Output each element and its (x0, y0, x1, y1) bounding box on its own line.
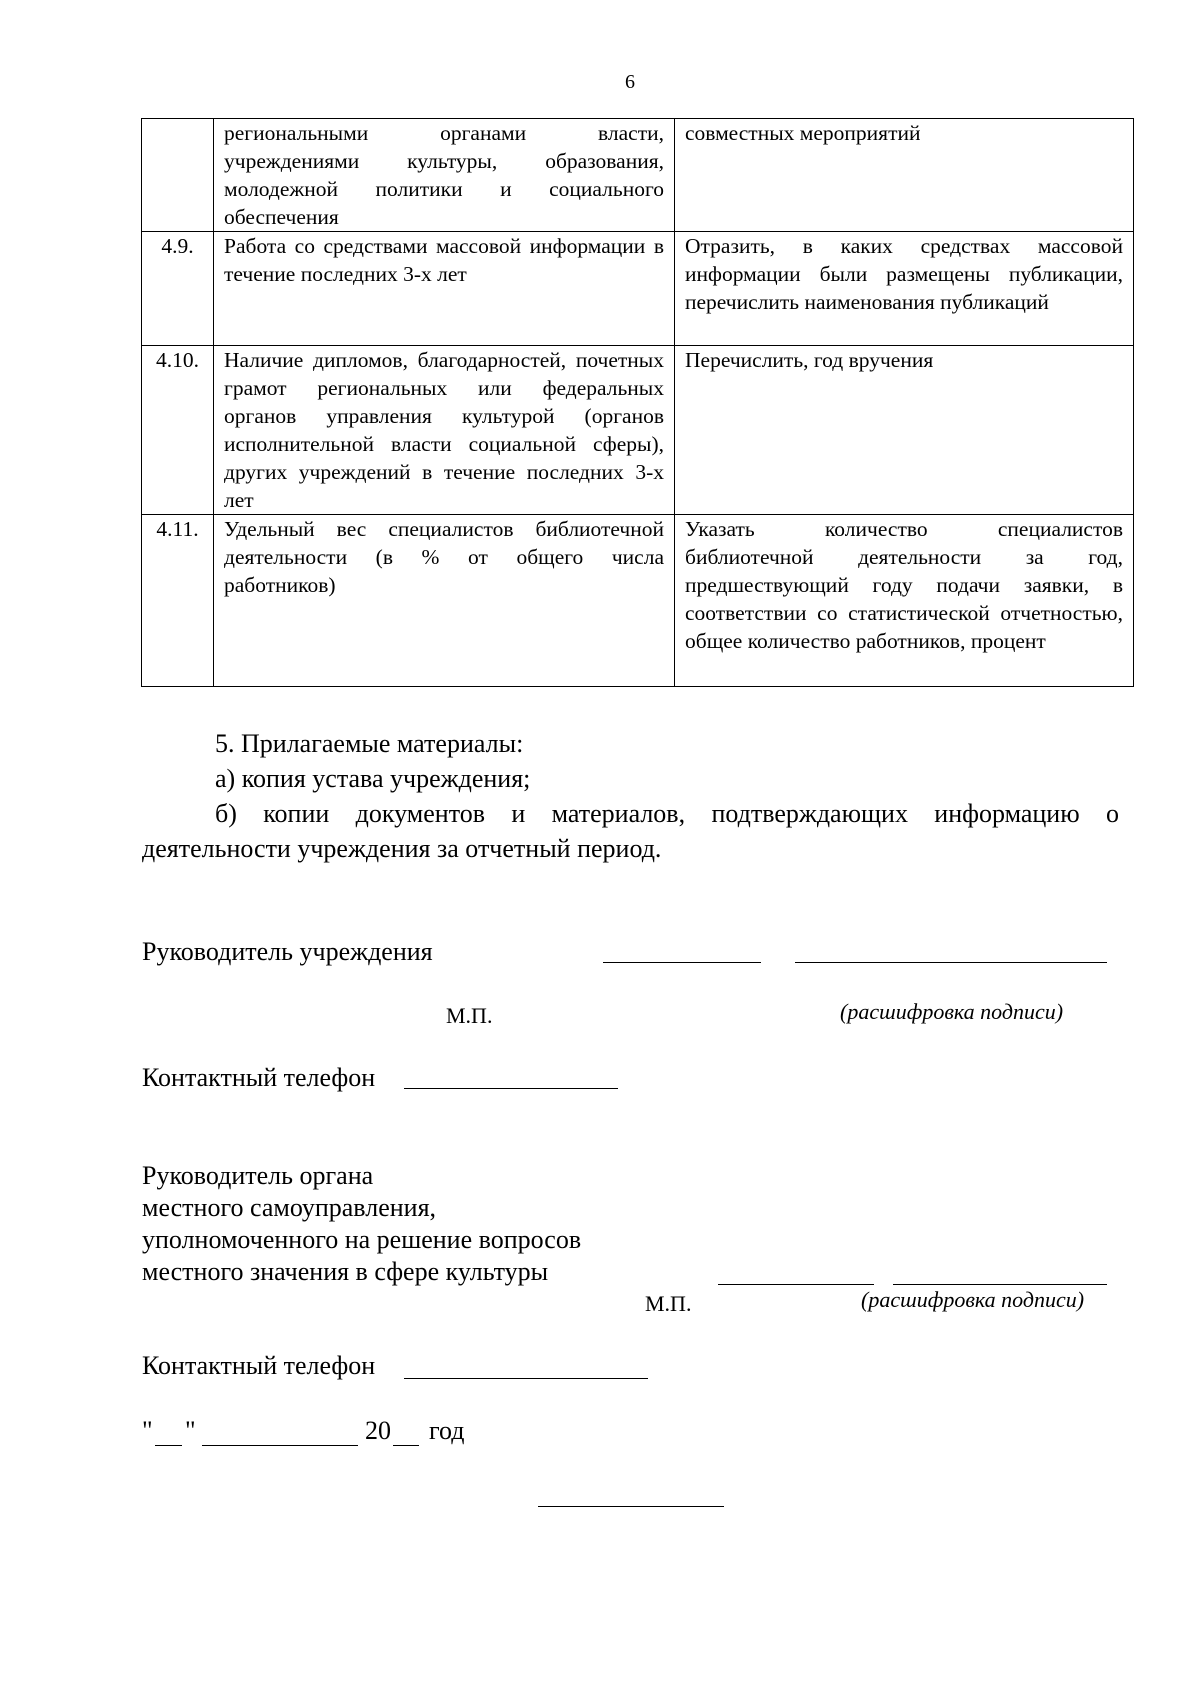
signature-caption: (расшифровка подписи) (861, 1287, 1085, 1312)
page-number: 6 (625, 71, 635, 93)
note-cell: совместных мероприятий (675, 119, 1134, 232)
authority-head-label-line-3: уполномоченного на решение вопросов (142, 1225, 582, 1254)
signature-name-line (795, 962, 1107, 963)
date-year-word: год (429, 1416, 465, 1445)
signature-line (718, 1284, 874, 1285)
table-row (142, 515, 1134, 687)
note-cell: Отразить, в каких средствах массовой информации были размещены публикации, перечислить наименования публикаций (675, 232, 1134, 346)
date-month-line (202, 1445, 358, 1446)
signature-caption: (расшифровка подписи) (840, 999, 1064, 1024)
stamp-label: М.П. (645, 1291, 692, 1316)
date-day-line (155, 1445, 182, 1446)
attachments-heading: 5. Прилагаемые материалы: (215, 729, 524, 758)
contact-phone-label: Контактный телефон (142, 1063, 376, 1092)
authority-head-label-line-2: местного самоуправления, (142, 1193, 437, 1222)
criterion-cell: Работа со средствами массовой информации в течение последних 3-х лет (214, 232, 675, 346)
head-of-institution-label: Руководитель учреждения (142, 937, 433, 966)
criterion-cell: Удельный вес специалистов библиотечной деятельности (в % от общего числа работников) (214, 515, 675, 687)
date-year-line (393, 1445, 419, 1446)
table-row (142, 346, 1134, 515)
contact-phone-line (404, 1088, 618, 1089)
attachment-item-a: а) копия устава учреждения; (215, 764, 531, 793)
row-number: 4.11. (142, 515, 214, 687)
row-number: 4.9. (142, 232, 214, 346)
date-open-quote: " (142, 1416, 153, 1445)
contact-phone-label: Контактный телефон (142, 1351, 376, 1380)
attachment-item-b: б) копии документов и материалов, подтверждающих информацию о деятельности учреждения за отчетный период. (142, 799, 1119, 863)
row-number: 4.10. (142, 346, 214, 515)
authority-head-label-line-4: местного значения в сфере культуры (142, 1257, 549, 1286)
closing-separator-line (538, 1506, 724, 1507)
attachments-section (142, 726, 1119, 866)
criterion-cell: региональными органами власти, учреждениями культуры, образования, молодежной политики и социального обеспечения (214, 119, 675, 232)
authority-head-label-line-1: Руководитель органа (142, 1161, 374, 1190)
contact-phone-line (404, 1378, 648, 1379)
date-close-quote: " (185, 1416, 196, 1445)
criterion-cell: Наличие дипломов, благодарностей, почетных грамот региональных или федеральных органов управления культурой (органов исполнительной власти социальной сферы), других учреждений в течение последних 3-х лет (214, 346, 675, 515)
signature-line (603, 962, 761, 963)
note-cell: Перечислить, год вручения (675, 346, 1134, 515)
note-cell: Указать количество специалистов библиотечной деятельности за год, предшествующий году подачи заявки, в соответствии со статистической отчетностью, общее количество работников, процент (675, 515, 1134, 687)
table-row (142, 232, 1134, 346)
stamp-label: М.П. (446, 1003, 493, 1028)
criteria-table (141, 118, 1134, 687)
date-century: 20 (365, 1416, 391, 1445)
table-row (142, 119, 1134, 232)
row-number (142, 119, 214, 232)
